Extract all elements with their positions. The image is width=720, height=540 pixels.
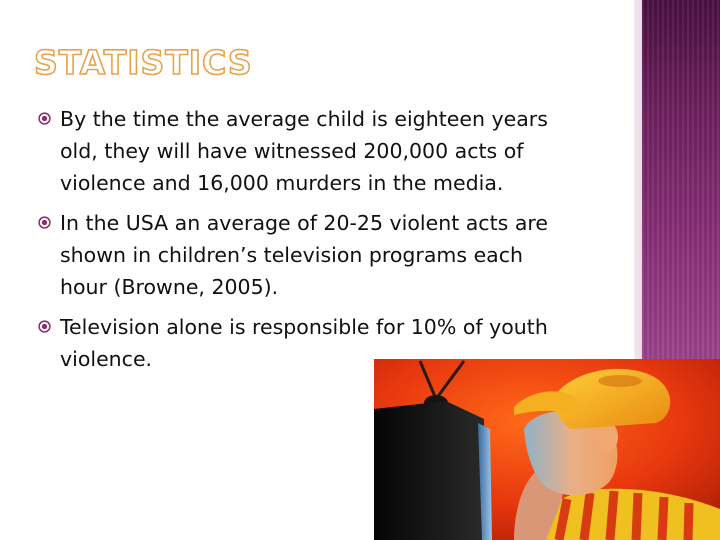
slide-title: STATISTICS: [34, 43, 253, 82]
bullet-item: [36, 207, 576, 303]
bullet-text: In the USA an average of 20-25 violent acts are shown in children’s television programs each hour (Browne, 2005).: [60, 211, 548, 299]
bullet-text: Television alone is responsible for 10% of youth violence.: [60, 315, 548, 371]
bullet-list: [36, 103, 576, 383]
circled-dot-bullet-icon: [38, 320, 51, 333]
bullet-text: By the time the average child is eighteen years old, they will have witnessed 200,000 acts of violence and 16,000 murders in the media.: [60, 107, 548, 195]
bullet-item: [36, 103, 576, 199]
circled-dot-bullet-icon: [38, 216, 51, 229]
circled-dot-bullet-icon: [38, 112, 51, 125]
tv-watching-photo: [374, 359, 720, 540]
